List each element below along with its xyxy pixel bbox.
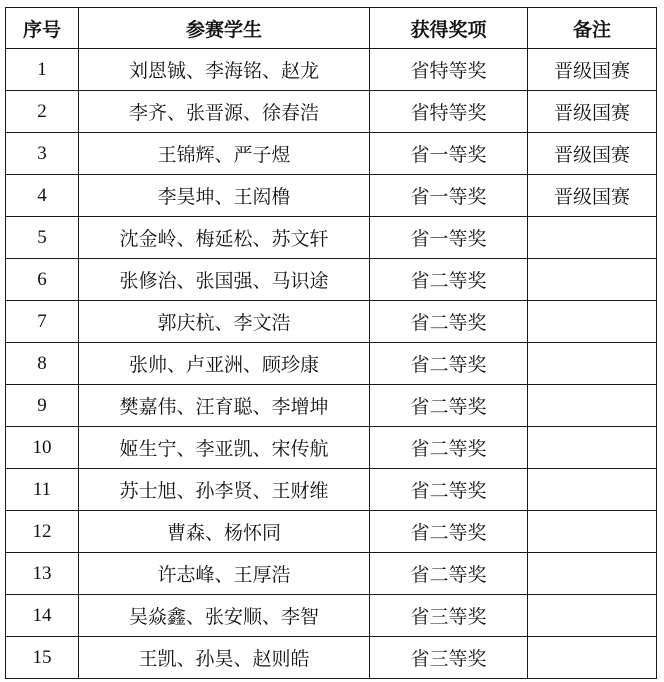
cell-students: 沈金岭、梅延松、苏文轩 bbox=[79, 217, 370, 259]
cell-no: 7 bbox=[6, 301, 79, 343]
header-no: 序号 bbox=[6, 8, 79, 49]
cell-award: 省二等奖 bbox=[370, 511, 528, 553]
table-row bbox=[6, 49, 657, 91]
table-row bbox=[6, 133, 657, 175]
table-row bbox=[6, 637, 657, 679]
cell-note bbox=[528, 343, 657, 385]
cell-students: 郭庆杭、李文浩 bbox=[79, 301, 370, 343]
cell-note bbox=[528, 553, 657, 595]
cell-no: 2 bbox=[6, 91, 79, 133]
cell-award: 省二等奖 bbox=[370, 385, 528, 427]
cell-students: 刘恩铖、李海铭、赵龙 bbox=[79, 49, 370, 91]
table-row bbox=[6, 385, 657, 427]
cell-note: 晋级国赛 bbox=[528, 91, 657, 133]
cell-no: 6 bbox=[6, 259, 79, 301]
cell-students: 樊嘉伟、汪育聪、李增坤 bbox=[79, 385, 370, 427]
cell-no: 10 bbox=[6, 427, 79, 469]
cell-award: 省三等奖 bbox=[370, 595, 528, 637]
cell-award: 省一等奖 bbox=[370, 217, 528, 259]
cell-note bbox=[528, 511, 657, 553]
table-row bbox=[6, 469, 657, 511]
table-row bbox=[6, 427, 657, 469]
cell-award: 省一等奖 bbox=[370, 175, 528, 217]
cell-no: 14 bbox=[6, 595, 79, 637]
cell-award: 省二等奖 bbox=[370, 469, 528, 511]
table-row bbox=[6, 217, 657, 259]
table-row bbox=[6, 259, 657, 301]
table-row bbox=[6, 301, 657, 343]
cell-award: 省三等奖 bbox=[370, 637, 528, 679]
cell-no: 9 bbox=[6, 385, 79, 427]
cell-note bbox=[528, 595, 657, 637]
header-students: 参赛学生 bbox=[79, 8, 370, 49]
cell-students: 张修治、张国强、马识途 bbox=[79, 259, 370, 301]
cell-no: 11 bbox=[6, 469, 79, 511]
cell-students: 曹森、杨怀同 bbox=[79, 511, 370, 553]
cell-students: 王凯、孙昊、赵则皓 bbox=[79, 637, 370, 679]
cell-award: 省二等奖 bbox=[370, 553, 528, 595]
cell-no: 13 bbox=[6, 553, 79, 595]
cell-note bbox=[528, 301, 657, 343]
table-row bbox=[6, 91, 657, 133]
cell-no: 15 bbox=[6, 637, 79, 679]
cell-students: 姬生宁、李亚凯、宋传航 bbox=[79, 427, 370, 469]
cell-note bbox=[528, 385, 657, 427]
cell-note bbox=[528, 469, 657, 511]
cell-no: 8 bbox=[6, 343, 79, 385]
table-row bbox=[6, 553, 657, 595]
table-row bbox=[6, 175, 657, 217]
cell-award: 省二等奖 bbox=[370, 259, 528, 301]
table-row bbox=[6, 595, 657, 637]
cell-note bbox=[528, 259, 657, 301]
cell-students: 苏士旭、孙李贤、王财维 bbox=[79, 469, 370, 511]
cell-students: 许志峰、王厚浩 bbox=[79, 553, 370, 595]
cell-award: 省二等奖 bbox=[370, 427, 528, 469]
cell-no: 12 bbox=[6, 511, 79, 553]
cell-award: 省二等奖 bbox=[370, 343, 528, 385]
cell-note: 晋级国赛 bbox=[528, 175, 657, 217]
header-award: 获得奖项 bbox=[370, 8, 528, 49]
header-row bbox=[6, 8, 657, 49]
cell-note: 晋级国赛 bbox=[528, 49, 657, 91]
cell-award: 省特等奖 bbox=[370, 49, 528, 91]
cell-no: 5 bbox=[6, 217, 79, 259]
cell-note bbox=[528, 427, 657, 469]
cell-students: 李昊坤、王闳橹 bbox=[79, 175, 370, 217]
table-body bbox=[6, 49, 657, 679]
cell-award: 省特等奖 bbox=[370, 91, 528, 133]
award-table bbox=[5, 7, 657, 679]
cell-note: 晋级国赛 bbox=[528, 133, 657, 175]
cell-students: 李齐、张晋源、徐春浩 bbox=[79, 91, 370, 133]
cell-award: 省二等奖 bbox=[370, 301, 528, 343]
cell-no: 3 bbox=[6, 133, 79, 175]
cell-students: 王锦辉、严子煜 bbox=[79, 133, 370, 175]
cell-students: 张帅、卢亚洲、顾珍康 bbox=[79, 343, 370, 385]
table-row bbox=[6, 343, 657, 385]
cell-no: 1 bbox=[6, 49, 79, 91]
cell-note bbox=[528, 637, 657, 679]
cell-no: 4 bbox=[6, 175, 79, 217]
cell-award: 省一等奖 bbox=[370, 133, 528, 175]
cell-students: 吴焱鑫、张安顺、李智 bbox=[79, 595, 370, 637]
cell-note bbox=[528, 217, 657, 259]
header-note: 备注 bbox=[528, 8, 657, 49]
table-row bbox=[6, 511, 657, 553]
